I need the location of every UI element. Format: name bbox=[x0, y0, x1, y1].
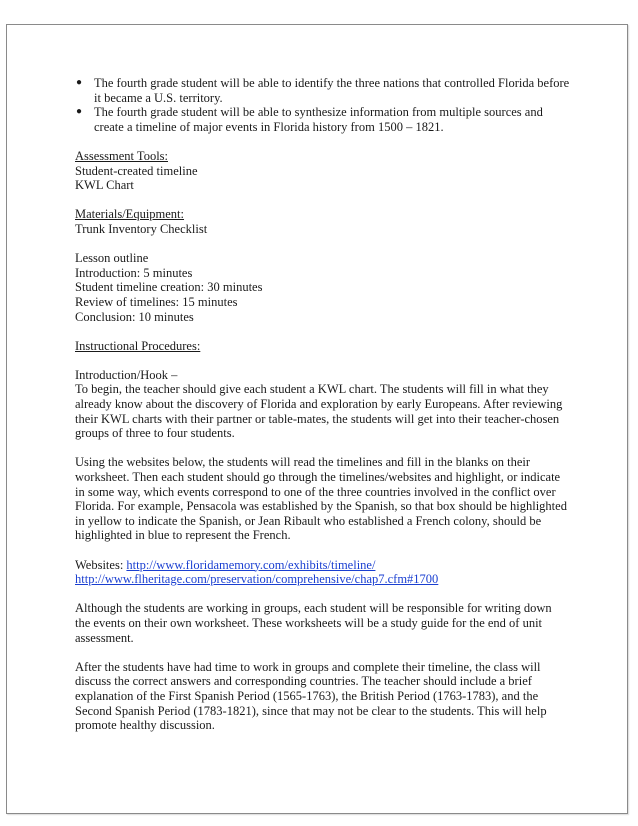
hook-heading: Introduction/Hook – bbox=[75, 367, 178, 382]
materials-heading: Materials/Equipment: bbox=[75, 207, 185, 222]
assessment-heading: Assessment Tools: bbox=[75, 148, 168, 163]
list-item bbox=[75, 76, 570, 105]
document-body bbox=[75, 76, 570, 733]
assessment-item: Student-created timeline bbox=[75, 163, 198, 178]
lesson-outline-item: Review of timelines: 15 minutes bbox=[75, 294, 238, 309]
lesson-outline-heading: Lesson outline bbox=[75, 251, 149, 266]
website-link-flheritage[interactable]: http://www.flheritage.com/preservation/comprehensive/chap7.cfm#1700 bbox=[75, 572, 439, 587]
bullet-icon: ● bbox=[76, 77, 83, 88]
websites-label: Websites: bbox=[75, 557, 124, 572]
procedures-heading: Instructional Procedures: bbox=[75, 338, 201, 353]
websites-line bbox=[75, 558, 570, 573]
list-item bbox=[75, 105, 570, 134]
website-link-floridamemory[interactable]: http://www.floridamemory.com/exhibits/timeline/ bbox=[126, 557, 376, 572]
objective-text: The fourth grade student will be able to synthesize information from multiple sources and create a timeline of major events in Florida history from 1500 – 1821. bbox=[94, 105, 543, 134]
objective-text: The fourth grade student will be able to identify the three nations that controlled Florida before it became a U.S. territory. bbox=[94, 76, 570, 105]
bullet-icon: ● bbox=[76, 106, 83, 118]
paragraph: Using the websites below, the students will read the timelines and fill in the blanks on their worksheet. Then each student should go through the timelines/websites and highlight, or indicate in some way, which events correspond to one of the three countries involved in the conflict over Florida. For example, Pensacola was established by the Spanish, so that box should be highlighted in yellow to indicate the Spanish, or Jean Ribault who established a French colony, should be highlighted in blue to represent the French. bbox=[75, 455, 567, 543]
materials-item: Trunk Inventory Checklist bbox=[75, 221, 208, 236]
lesson-outline-item: Introduction: 5 minutes bbox=[75, 265, 193, 280]
paragraph: After the students have had time to work in groups and complete their timeline, the class will discuss the correct answers and corresponding countries. The teacher should include a brief explanation of the First Spanish Period (1565-1763), the British Period (1763-1783), and the Second Spanish Period (1783-1821), since that may not be clear to the students. This will help promote healthy discussion. bbox=[75, 659, 547, 733]
lesson-outline-item: Student timeline creation: 30 minutes bbox=[75, 280, 263, 295]
lesson-outline-item: Conclusion: 10 minutes bbox=[75, 309, 194, 324]
objectives-list bbox=[75, 76, 570, 134]
paragraph: Although the students are working in groups, each student will be responsible for writing down the events on their own worksheet. These worksheets will be a study guide for the end of unit assessment. bbox=[75, 601, 552, 645]
assessment-item: KWL Chart bbox=[75, 178, 134, 193]
paragraph: To begin, the teacher should give each student a KWL chart. The students will fill in what they already know about the discovery of Florida and exploration by early Europeans. After reviewing their KWL charts with their partner or table-mates, the students will get into their teacher-chosen groups of three to four students. bbox=[75, 382, 563, 441]
websites-line bbox=[75, 572, 570, 587]
